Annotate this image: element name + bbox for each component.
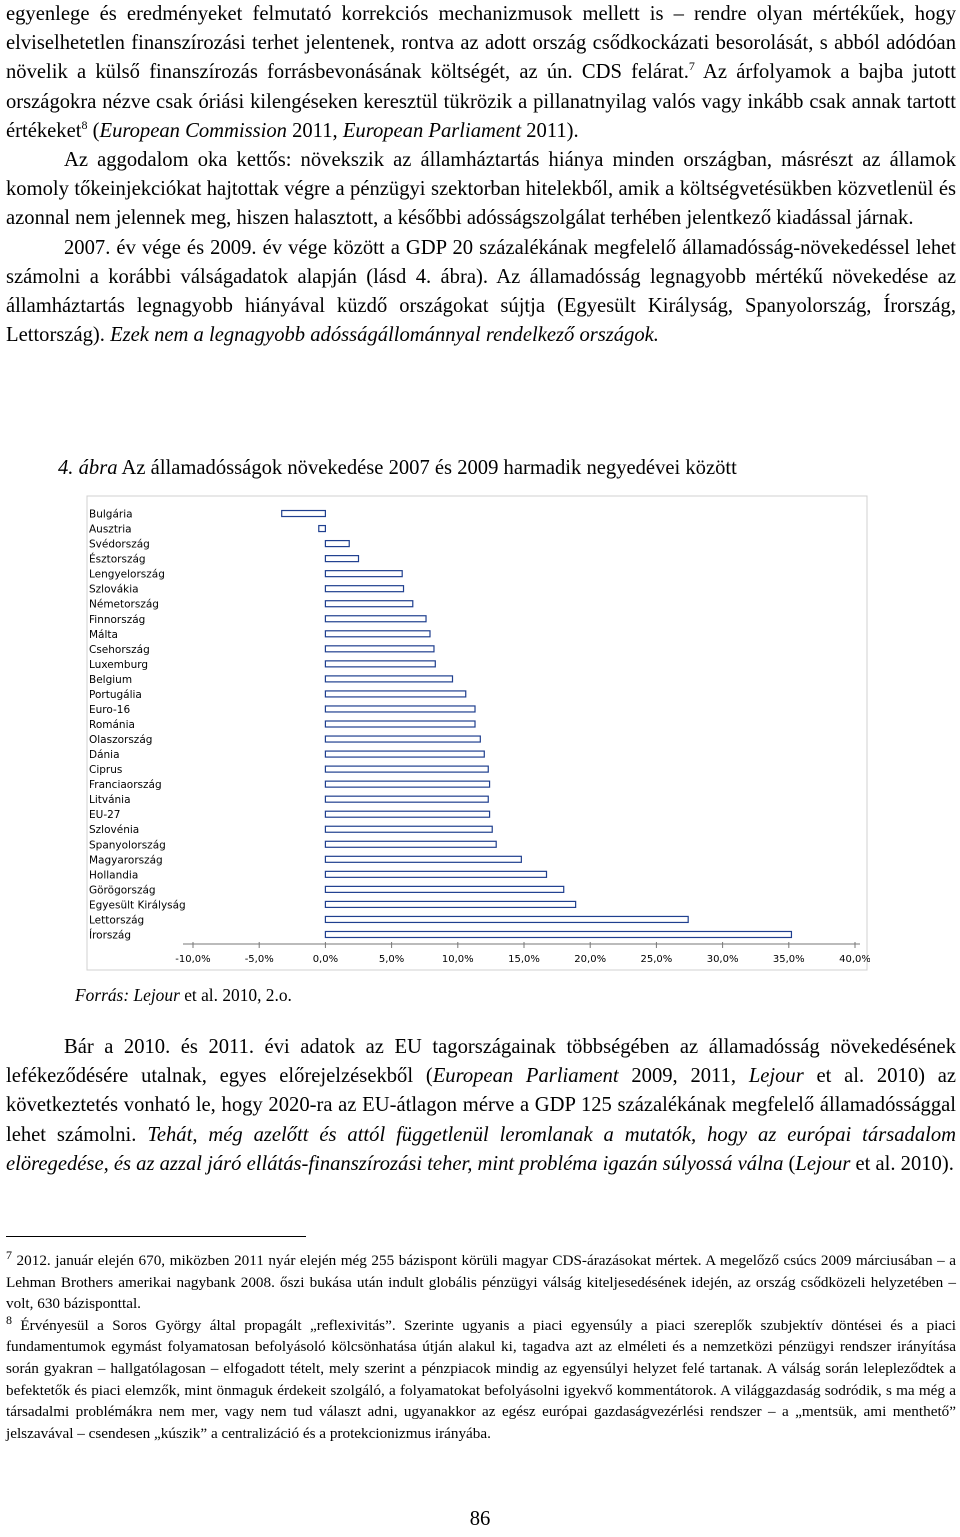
x-tick-label: 0,0% — [312, 954, 339, 965]
category-label: Görögország — [89, 884, 156, 897]
category-label: Finnország — [89, 613, 146, 626]
footnote-8: $^8$ Érvényesül a Soros György által propagált „reflexivitás”. Szerinte ugyanis a piaci egyensúly a piaci szereplők szubjektív döntései és a piaci fundamentumok egymást folyamatosan befolyásoló kölcsönhatása útján alakul ki, tagadva azt az elméleti és a nemzetközi pénzügyi rendszer irányítása során gyakran – hallgatólagosan – elfogadott tételt, mely szerint a pénzpiacok mindig az egyensúlyi helyzet felé tartanak. A válság során lelepleződtek a befektetők és piaci elemzők, mint önmaguk érdekeit szolgáló, a folyamatokat befolyásolni igyekvő kommentátorok. A világgazdaság sodródik, s ma még a társadalmi problémákra nem mer, vagy nem tud választ adni, ugyanakkor az egész európai gazdaságvezérlési rendszer – a „mentsük, ami menthető” jelszavával – csendesen „kúszik” a centralizáció és a protekcionizmus irányába. — [6, 1312, 956, 1442]
footnote-7: $^7$ 2012. január elején 670, miközben 2011 nyár elején még 255 bázispont körüli magyar CDS-árazásokat mértek. A megelőző csúcs 2009 márciusában – a Lehman Brothers amerikai nagybank 2008. őszi bukása után indult globális pénzügyi válság kiteljesedésének idején, az ország csődközeli helyzetében – volt, 630 bázisponttal. — [6, 1247, 956, 1313]
bar-12 — [325, 676, 452, 682]
category-label: Litvánia — [89, 794, 131, 807]
category-label: Ausztria — [89, 523, 132, 536]
bar-15 — [325, 721, 475, 727]
bar-13 — [325, 691, 465, 697]
bar-1 — [282, 511, 326, 517]
category-label: Olaszország — [89, 734, 153, 747]
paragraph-1: egyenlege és eredményeket felmutató korrekciós mechanizmusok mellett is – rendre olyan mértékűek, hogy elviselhetetlen finanszírozási terhet jelentenek, rontva az adott ország csődkockázati besorolását, s abból adódóan növelik a külső finanszírozás forrásbevonásának költségét, az ún. CDS felárat.$^7$ Az árfolyamok a bajba jutott országokra nézve csak óriási kilengéseken keresztül tükrözik a pillanatnyilag valós vagy inkább csak annak tartott értékeket$^8$ (European Commission 2011, European Parliament 2011). — [6, 3, 956, 142]
bar-22 — [325, 826, 492, 832]
category-label: Franciaország — [89, 779, 162, 792]
x-tick-label: 35,0% — [772, 954, 805, 965]
bar-9 — [325, 631, 430, 637]
x-tick-label: 5,0% — [378, 954, 405, 965]
page-number: 86 — [469, 1508, 491, 1530]
bar-20 — [325, 796, 488, 802]
category-label: Csehország — [89, 643, 150, 656]
body-text-top — [6, 0, 956, 350]
x-tick-label: 25,0% — [640, 954, 673, 965]
bar-16 — [325, 736, 480, 742]
bar-27 — [325, 901, 575, 907]
category-label: Szlovénia — [89, 824, 140, 837]
body-text-after — [6, 1033, 956, 1179]
bar-11 — [325, 661, 435, 667]
bar-18 — [325, 766, 488, 772]
bar-24 — [325, 856, 521, 862]
x-tick-label: 10,0% — [441, 954, 474, 965]
category-label: Lettország — [89, 914, 145, 927]
bar-19 — [325, 781, 489, 787]
category-label: Szlovákia — [89, 583, 139, 596]
footnote-ref-7[interactable]: 7 — [688, 59, 695, 74]
footnote-divider — [6, 1236, 306, 1237]
bar-28 — [325, 916, 688, 922]
paragraph-2: Az aggodalom oka kettős: növekszik az államháztartás hiánya minden országban, másrészt az államok komoly tőkeinjekciókat hajtottak végre a pénzügyi szektorban hitelekből, amik a költségvetésükben közvetlenül és azonnal nem jelennek meg, hiszen halasztott, a későbbi adósságszolgálat terhében jelentkező kiadással járnak. — [6, 149, 956, 230]
bar-6 — [325, 586, 403, 592]
category-label: Lengyelország — [89, 568, 165, 581]
paragraph-3: 2007. év vége és 2009. év vége között a GDP 20 százalékának megfelelő államadósság-növekedéssel lehet számolni a korábbi válságadatok alapján (lásd 4. ábra). Az államadósság legnagyobb mértékű növekedése az államháztartás legnagyobb hiányával küzdő országokat sújtja (Egyesült Királyság, Spanyolország, Írország, Lettország). Ezek nem a legnagyobb adósságállománnyal rendelkező országok. — [6, 236, 956, 347]
category-label: Észtország — [89, 553, 146, 566]
bar-7 — [325, 601, 412, 607]
category-label: Svédország — [89, 538, 150, 551]
footnotes — [6, 1247, 956, 1444]
chart-svg — [80, 492, 870, 972]
bar-23 — [325, 841, 496, 847]
category-label: Hollandia — [89, 869, 139, 882]
category-label: EU-27 — [89, 809, 121, 822]
bar-17 — [325, 751, 484, 757]
bar-29 — [325, 931, 791, 937]
footnote-ref-8[interactable]: 8 — [81, 117, 88, 132]
bar-chart — [80, 492, 870, 972]
category-label: Németország — [89, 598, 159, 611]
category-label: Spanyolország — [89, 839, 166, 852]
x-tick-label: 40,0% — [839, 954, 870, 965]
bar-8 — [325, 616, 426, 622]
x-tick-label: -5,0% — [244, 954, 274, 965]
category-label: Luxemburg — [89, 658, 149, 671]
bar-3 — [325, 541, 349, 547]
x-tick-label: 20,0% — [574, 954, 607, 965]
chart-frame — [87, 496, 867, 970]
figure-caption — [58, 457, 737, 480]
category-label: Egyesült Királyság — [89, 899, 186, 912]
x-tick-label: -10,0% — [175, 954, 211, 965]
category-label: Románia — [89, 719, 135, 731]
category-label: Magyarország — [89, 854, 163, 867]
bar-26 — [325, 886, 563, 892]
bar-10 — [325, 646, 434, 652]
category-label: Írország — [89, 929, 132, 942]
bar-21 — [325, 811, 489, 817]
paragraph-4: Bár a 2010. és 2011. évi adatok az EU tagországainak többségében az államadósság növekedésének lefékeződésére utalnak, egyes előrejelzésekből (European Parliament 2009, 2011, Lejour et al. 2010) az következtetés vonható le, hogy 2020-ra az EU-átlagon mérve a GDP 125 százalékának megfelelő államadóssággal lehet számolni. Tehát, még azelőtt és attól függetlenül leromlanak a mutatók, hogy az európai társadalom elöregedése, és az azzal járó ellátás-finanszírozási teher, mint probléma igazán súlyossá válna (Lejour et al. 2010). — [6, 1036, 957, 1175]
figure-title: Az államadósságok növekedése 2007 és 2009 harmadik negyedévei között — [117, 457, 737, 479]
x-tick-label: 15,0% — [508, 954, 540, 965]
category-label: Dánia — [89, 749, 120, 762]
category-label: Belgium — [89, 673, 133, 686]
figure-source: Forrás: Lejour et al. 2010, 2.o. — [75, 985, 292, 1005]
bar-4 — [325, 556, 358, 562]
bar-14 — [325, 706, 475, 712]
category-label: Euro-16 — [89, 703, 131, 716]
category-label: Portugália — [89, 688, 142, 701]
category-label: Málta — [89, 628, 118, 641]
bar-25 — [325, 871, 546, 877]
category-label: Bulgária — [89, 508, 133, 521]
category-label: Ciprus — [89, 764, 123, 777]
bar-5 — [325, 571, 402, 577]
bar-2 — [319, 526, 326, 532]
figure-number: 4. ábra — [58, 457, 118, 479]
x-tick-label: 30,0% — [706, 954, 739, 965]
